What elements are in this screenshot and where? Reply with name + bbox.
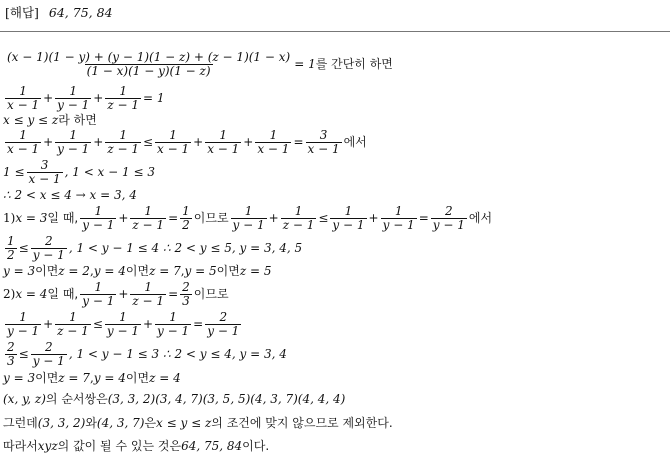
case-label: 2) [3,287,16,301]
fraction [205,311,241,338]
operator: ≤ [18,241,29,255]
solution-text: 은 [144,416,157,430]
solution-line-5 [3,157,667,187]
operator: + [43,317,54,331]
equation-text: (4, 3, 7) [96,416,145,430]
numerator: 2 [182,279,190,294]
solution-text: 이면 [216,264,240,278]
equation-text: = 1 [142,91,165,105]
denominator: y − 1 [382,217,415,232]
numerator: 1 [19,127,27,142]
operator: + [268,211,279,225]
denominator: z − 1 [282,217,315,232]
solution-text: 의 순서쌍은 [45,392,108,406]
solution-line-15 [3,411,667,435]
solution-text: 의 값이 될 수 있는 것은 [57,439,182,453]
numerator: 1 [69,309,77,324]
operator: = [418,211,429,225]
equation-text: (x, y, z) [3,392,46,406]
fraction [5,51,292,78]
numerator: 2 [445,203,453,218]
denominator: z − 1 [132,217,165,232]
fraction [5,129,41,156]
solution-text: 그런데 [3,416,38,430]
solution-text: 따라서 [3,439,38,453]
numerator: 1 [119,309,127,324]
fraction [5,235,17,262]
fraction [205,129,241,156]
numerator: 2 [219,309,228,324]
numerator: (x − 1)(1 − y) + (y − 1)(1 − z) + (z − 1)(1 − x) [7,49,291,64]
fraction [155,129,191,156]
numerator: 1 [144,203,153,218]
denominator: y − 1 [32,247,65,262]
numerator: 2 [7,339,15,354]
fraction [27,159,63,186]
equation-text: z = 4 [149,371,181,385]
equation-text: z = 7 [149,264,181,278]
solution-text: 의 조건에 맞지 않으므로 제외한다. [211,416,393,430]
fraction [5,311,41,338]
solution-line-16 [3,435,667,457]
numerator: 1 [219,127,228,142]
solution-line-13 [3,369,667,387]
solution-text: 이다. [242,439,270,453]
operator: + [93,135,104,149]
operator: + [118,287,129,301]
operator: ≤ [318,211,329,225]
numerator: 1 [19,309,27,324]
equation-text: , 1 < y − 1 ≤ 4 ∴ 2 < y ≤ 5, y = 3, 4, 5 [68,241,303,255]
solution-text: 이면 [125,264,150,278]
equation-text: xyz [37,439,58,453]
operator: = [168,287,179,301]
solution-line-4 [3,127,667,157]
solution-line-3 [3,112,667,127]
denominator: y − 1 [106,323,139,338]
solution-text: 에서 [343,135,367,149]
case-label: 1) [3,211,16,225]
equation-text: y = 4 [93,371,126,385]
denominator: x − 1 [28,171,61,186]
operator: = [193,317,204,331]
solution-line-1 [3,44,667,84]
equation-text: x ≤ y ≤ z [3,112,59,127]
solution-line-10 [3,279,667,309]
denominator: z − 1 [107,97,139,112]
equation-text: z = 2 [58,264,90,278]
numerator: 1 [7,233,15,248]
denominator: (1 − x)(1 − y)(1 − z) [86,63,211,78]
numerator: 2 [44,339,53,354]
denominator: x − 1 [7,97,40,112]
equation-text: x ≤ y ≤ z [156,416,212,430]
solution-text: 이면 [125,371,150,385]
denominator: y − 1 [57,141,90,156]
equation-text: ∴ 2 < x ≤ 4 → x = 3, 4 [3,188,137,202]
solution-line-6 [3,187,667,203]
numerator: 3 [319,127,328,142]
fraction [5,341,17,368]
denominator: y − 1 [82,293,115,308]
divider [0,31,670,32]
solution-body [3,44,667,457]
fraction [180,205,192,232]
denominator: z − 1 [107,141,139,156]
fraction [306,129,342,156]
separator: , [180,264,185,278]
denominator: y − 1 [157,323,190,338]
solution-line-9 [3,263,667,279]
numerator: 2 [44,233,53,248]
denominator: x − 1 [207,141,240,156]
solution-text: 라 하면 [58,112,97,127]
operator: + [193,135,204,149]
equation-text: z = 7 [58,371,90,385]
numerator: 1 [94,203,103,218]
solution-text: 일 때, [47,211,79,225]
separator: , [89,371,94,385]
solution-text: 일 때, [47,287,79,301]
fraction [55,311,91,338]
equation-text: x = 4 [15,287,48,301]
numerator: 1 [119,127,127,142]
answer-values: 64, 75, 84 [48,5,113,20]
fraction [330,205,366,232]
fraction [381,205,417,232]
fraction [105,85,141,112]
denominator: 3 [7,353,15,368]
fraction [130,281,166,308]
numerator: 1 [344,203,353,218]
solution-line-11 [3,309,667,339]
numerator: 1 [119,83,127,98]
numerator: 1 [244,203,253,218]
equation-text: 64, 75, 84 [181,439,243,453]
solution-line-7 [3,203,667,233]
solution-line-14 [3,387,667,411]
operator: + [142,317,154,331]
denominator: z − 1 [132,293,165,308]
solution-line-12 [3,339,667,369]
denominator: y − 1 [207,323,240,338]
equation-text: z = 5 [239,264,272,278]
numerator: 1 [94,279,103,294]
denominator: y − 1 [432,217,465,232]
fraction [105,129,141,156]
equation-text: , 1 < y − 1 ≤ 3 ∴ 2 < y ≤ 4, y = 3, 4 [68,347,287,361]
operator: + [43,91,54,105]
numerator: 1 [182,203,190,218]
denominator: y − 1 [332,217,365,232]
fraction [231,205,267,232]
solution-text: 에서 [468,211,493,225]
solution-text: 를 간단히 하면 [315,57,393,71]
fraction [5,85,41,112]
fraction [80,281,116,308]
fraction [281,205,317,232]
denominator: x − 1 [7,141,40,156]
numerator: 1 [294,203,303,218]
equation-text: = 1 [294,57,316,71]
numerator: 1 [169,309,177,324]
solution-text: 와 [85,416,97,430]
denominator: y − 1 [7,323,40,338]
numerator: 1 [144,279,153,294]
equation-text: y = 5 [184,264,217,278]
operator: + [43,135,54,149]
denominator: y − 1 [82,217,115,232]
answer-header [5,3,113,21]
numerator: 1 [19,83,27,98]
denominator: x − 1 [157,141,190,156]
denominator: y − 1 [232,217,265,232]
solution-text: 이면 [35,371,59,385]
denominator: 3 [182,293,190,308]
equation-text: (3, 3, 2) [37,416,86,430]
separator: , [89,264,94,278]
fraction [431,205,467,232]
solution-text: 이므로 [193,287,229,301]
denominator: x − 1 [257,141,290,156]
operator: ≤ [92,317,103,331]
solution-text: 이므로 [193,211,229,225]
equation-text: y = 4 [93,264,126,278]
operator: + [368,211,379,225]
fraction [55,129,91,156]
equation-text: (3, 3, 2)(3, 4, 7)(3, 5, 5)(4, 3, 7)(4, 4, 4) [107,392,346,406]
equation-text: y = 3 [3,264,36,278]
equation-text: y = 3 [3,371,36,385]
denominator: 2 [182,217,190,232]
operator: = [168,211,179,225]
fraction [130,205,166,232]
operator: + [93,91,104,105]
fraction [31,341,67,368]
fraction [31,235,67,262]
denominator: y − 1 [32,353,65,368]
denominator: z − 1 [57,323,89,338]
equation-text: 1 ≤ [3,165,25,179]
fraction [255,129,291,156]
numerator: 1 [69,83,78,98]
fraction [155,311,191,338]
fraction [180,281,192,308]
solution-text: 이면 [35,264,59,278]
numerator: 1 [394,203,403,218]
solution-line-2 [3,84,667,112]
operator: ≤ [142,135,154,149]
operator: ≤ [18,347,29,361]
numerator: 3 [40,157,49,172]
fraction [55,85,91,112]
numerator: 1 [169,127,177,142]
operator: + [243,135,254,149]
equation-text: x = 3 [15,211,48,225]
denominator: 2 [7,247,15,262]
operator: = [293,135,304,149]
denominator: x − 1 [307,141,340,156]
equation-text: , 1 < x − 1 ≤ 3 [64,165,155,179]
numerator: 1 [269,127,278,142]
operator: + [118,211,129,225]
numerator: 1 [69,127,78,142]
fraction [80,205,116,232]
denominator: y − 1 [57,97,90,112]
fraction [105,311,141,338]
solution-line-8 [3,233,667,263]
answer-label: [해답] [5,5,39,20]
